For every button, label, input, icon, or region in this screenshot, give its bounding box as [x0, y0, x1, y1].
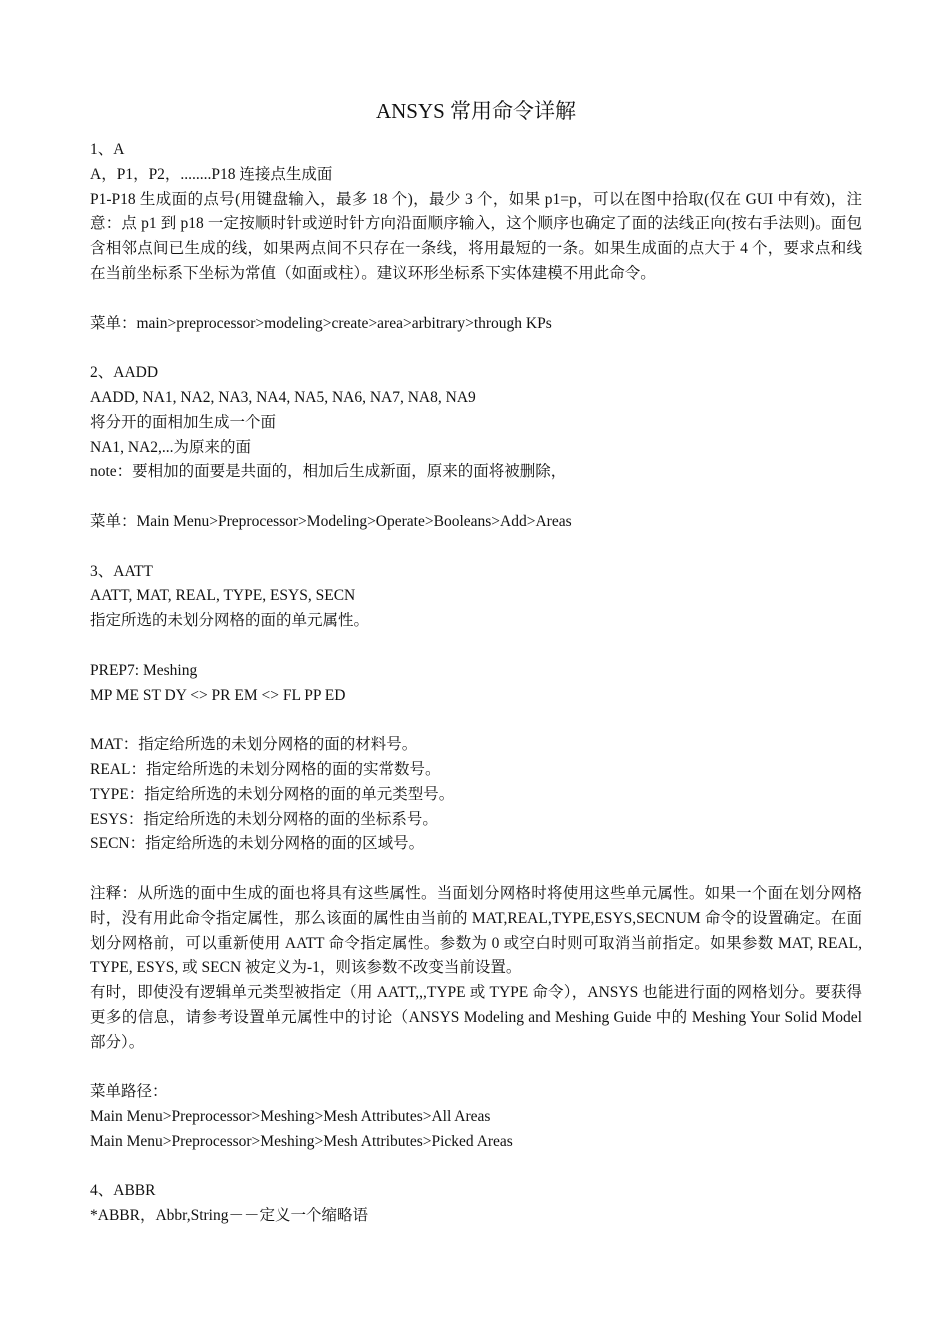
section-2-args: NA1, NA2,...为原来的面: [90, 438, 252, 456]
section-3-type: TYPE：指定给所选的未划分网格的面的单元类型号。: [90, 785, 455, 803]
spacer: [90, 1155, 862, 1180]
section-3-prep: PREP7: Meshing: [90, 661, 198, 679]
spacer: [90, 535, 862, 560]
section-2-description: 将分开的面相加生成一个面: [90, 413, 277, 431]
section-3-remark-2: 有时，即使没有逻辑单元类型被指定（用 AATT,,,TYPE 或 TYPE 命令），ANSYS 也能进行面的网格划分。要获得更多的信息，请参考设置单元属性中的讨论（ANSYS Modeling and Meshing Guide 中的 Meshing Your Solid Model 部分）。: [90, 984, 862, 1051]
section-3-menu-label: 菜单路径：: [90, 1083, 168, 1101]
spacer: [90, 1055, 862, 1080]
section-3-mat: MAT：指定给所选的未划分网格的面的材料号。: [90, 736, 418, 754]
spacer: [90, 708, 862, 733]
section-3-menu-1: Main Menu>Preprocessor>Meshing>Mesh Attributes>All Areas: [90, 1108, 491, 1126]
section-3-description: 指定所选的未划分网格的面的单元属性。: [90, 612, 370, 630]
section-4-syntax: *ABBR，Abbr,String－－定义一个缩略语: [90, 1207, 368, 1225]
section-3-real: REAL：指定给所选的未划分网格的面的实常数号。: [90, 760, 441, 778]
section-4-heading: 4、ABBR: [90, 1182, 156, 1200]
section-3-menu-2: Main Menu>Preprocessor>Meshing>Mesh Attributes>Picked Areas: [90, 1132, 513, 1150]
section-1-syntax: A，P1，P2，........P18 连接点生成面: [90, 165, 333, 183]
page-title: ANSYS 常用命令详解: [375, 99, 577, 123]
section-3-esys: ESYS：指定给所选的未划分网格的面的坐标系号。: [90, 810, 438, 828]
section-3-syntax: AATT, MAT, REAL, TYPE, ESYS, SECN: [90, 587, 356, 605]
spacer: [90, 287, 862, 312]
section-1-heading: 1、A: [90, 141, 125, 158]
document-page: [90, 96, 862, 1229]
section-3-secn: SECN：指定给所选的未划分网格的面的区域号。: [90, 835, 425, 853]
section-1-menu: 菜单：main>preprocessor>modeling>create>area>arbitrary>through KPs: [90, 314, 552, 332]
spacer: [90, 336, 862, 361]
section-2-menu: 菜单：Main Menu>Preprocessor>Modeling>Operate>Booleans>Add>Areas: [90, 512, 572, 530]
spacer: [90, 634, 862, 659]
section-3-heading: 3、AATT: [90, 562, 153, 580]
section-2-heading: 2、AADD: [90, 364, 159, 382]
spacer: [90, 485, 862, 510]
section-3-codes: MP ME ST DY <> PR EM <> FL PP ED: [90, 686, 346, 704]
section-2-note: note：要相加的面要是共面的，相加后生成新面，原来的面将被删除，: [90, 463, 567, 481]
section-3-remark: 注释：从所选的面中生成的面也将具有这些属性。当面划分网格时将使用这些单元属性。如果一个面在划分网格时，没有用此命令指定属性，那么该面的属性由当前的 MAT,REAL,TYPE,ESYS,SECNUM 命令的设置确定。在面划分网格前，可以重新使用 AATT 命令指定属性。参数为 0 或空白时则可取消当前指定。如果参数 MAT, REAL, TYPE, ESYS, 或 SECN 被定义为-1，则该参数不改变当前设置。: [90, 884, 862, 977]
section-1-description: P1-P18 生成面的点号(用键盘输入，最多 18 个)，最少 3 个，如果 p1=p，可以在图中拾取(仅在 GUI 中有效)，注意：点 p1 到 p18 一定按顺时针或逆时针方向沿面顺序输入，这个顺序也确定了面的法线正向(按右手法则)。面包含相邻点间已生成的线，如果两点间不只存在一条线，将用最短的一条。如果生成面的点大于 4 个，要求点和线在当前坐标系下坐标为常值（如面或柱）。建议环形坐标系下实体建模不用此命令。: [90, 190, 862, 282]
spacer: [90, 857, 862, 882]
section-2-syntax: AADD, NA1, NA2, NA3, NA4, NA5, NA6, NA7, NA8, NA9: [90, 388, 476, 406]
